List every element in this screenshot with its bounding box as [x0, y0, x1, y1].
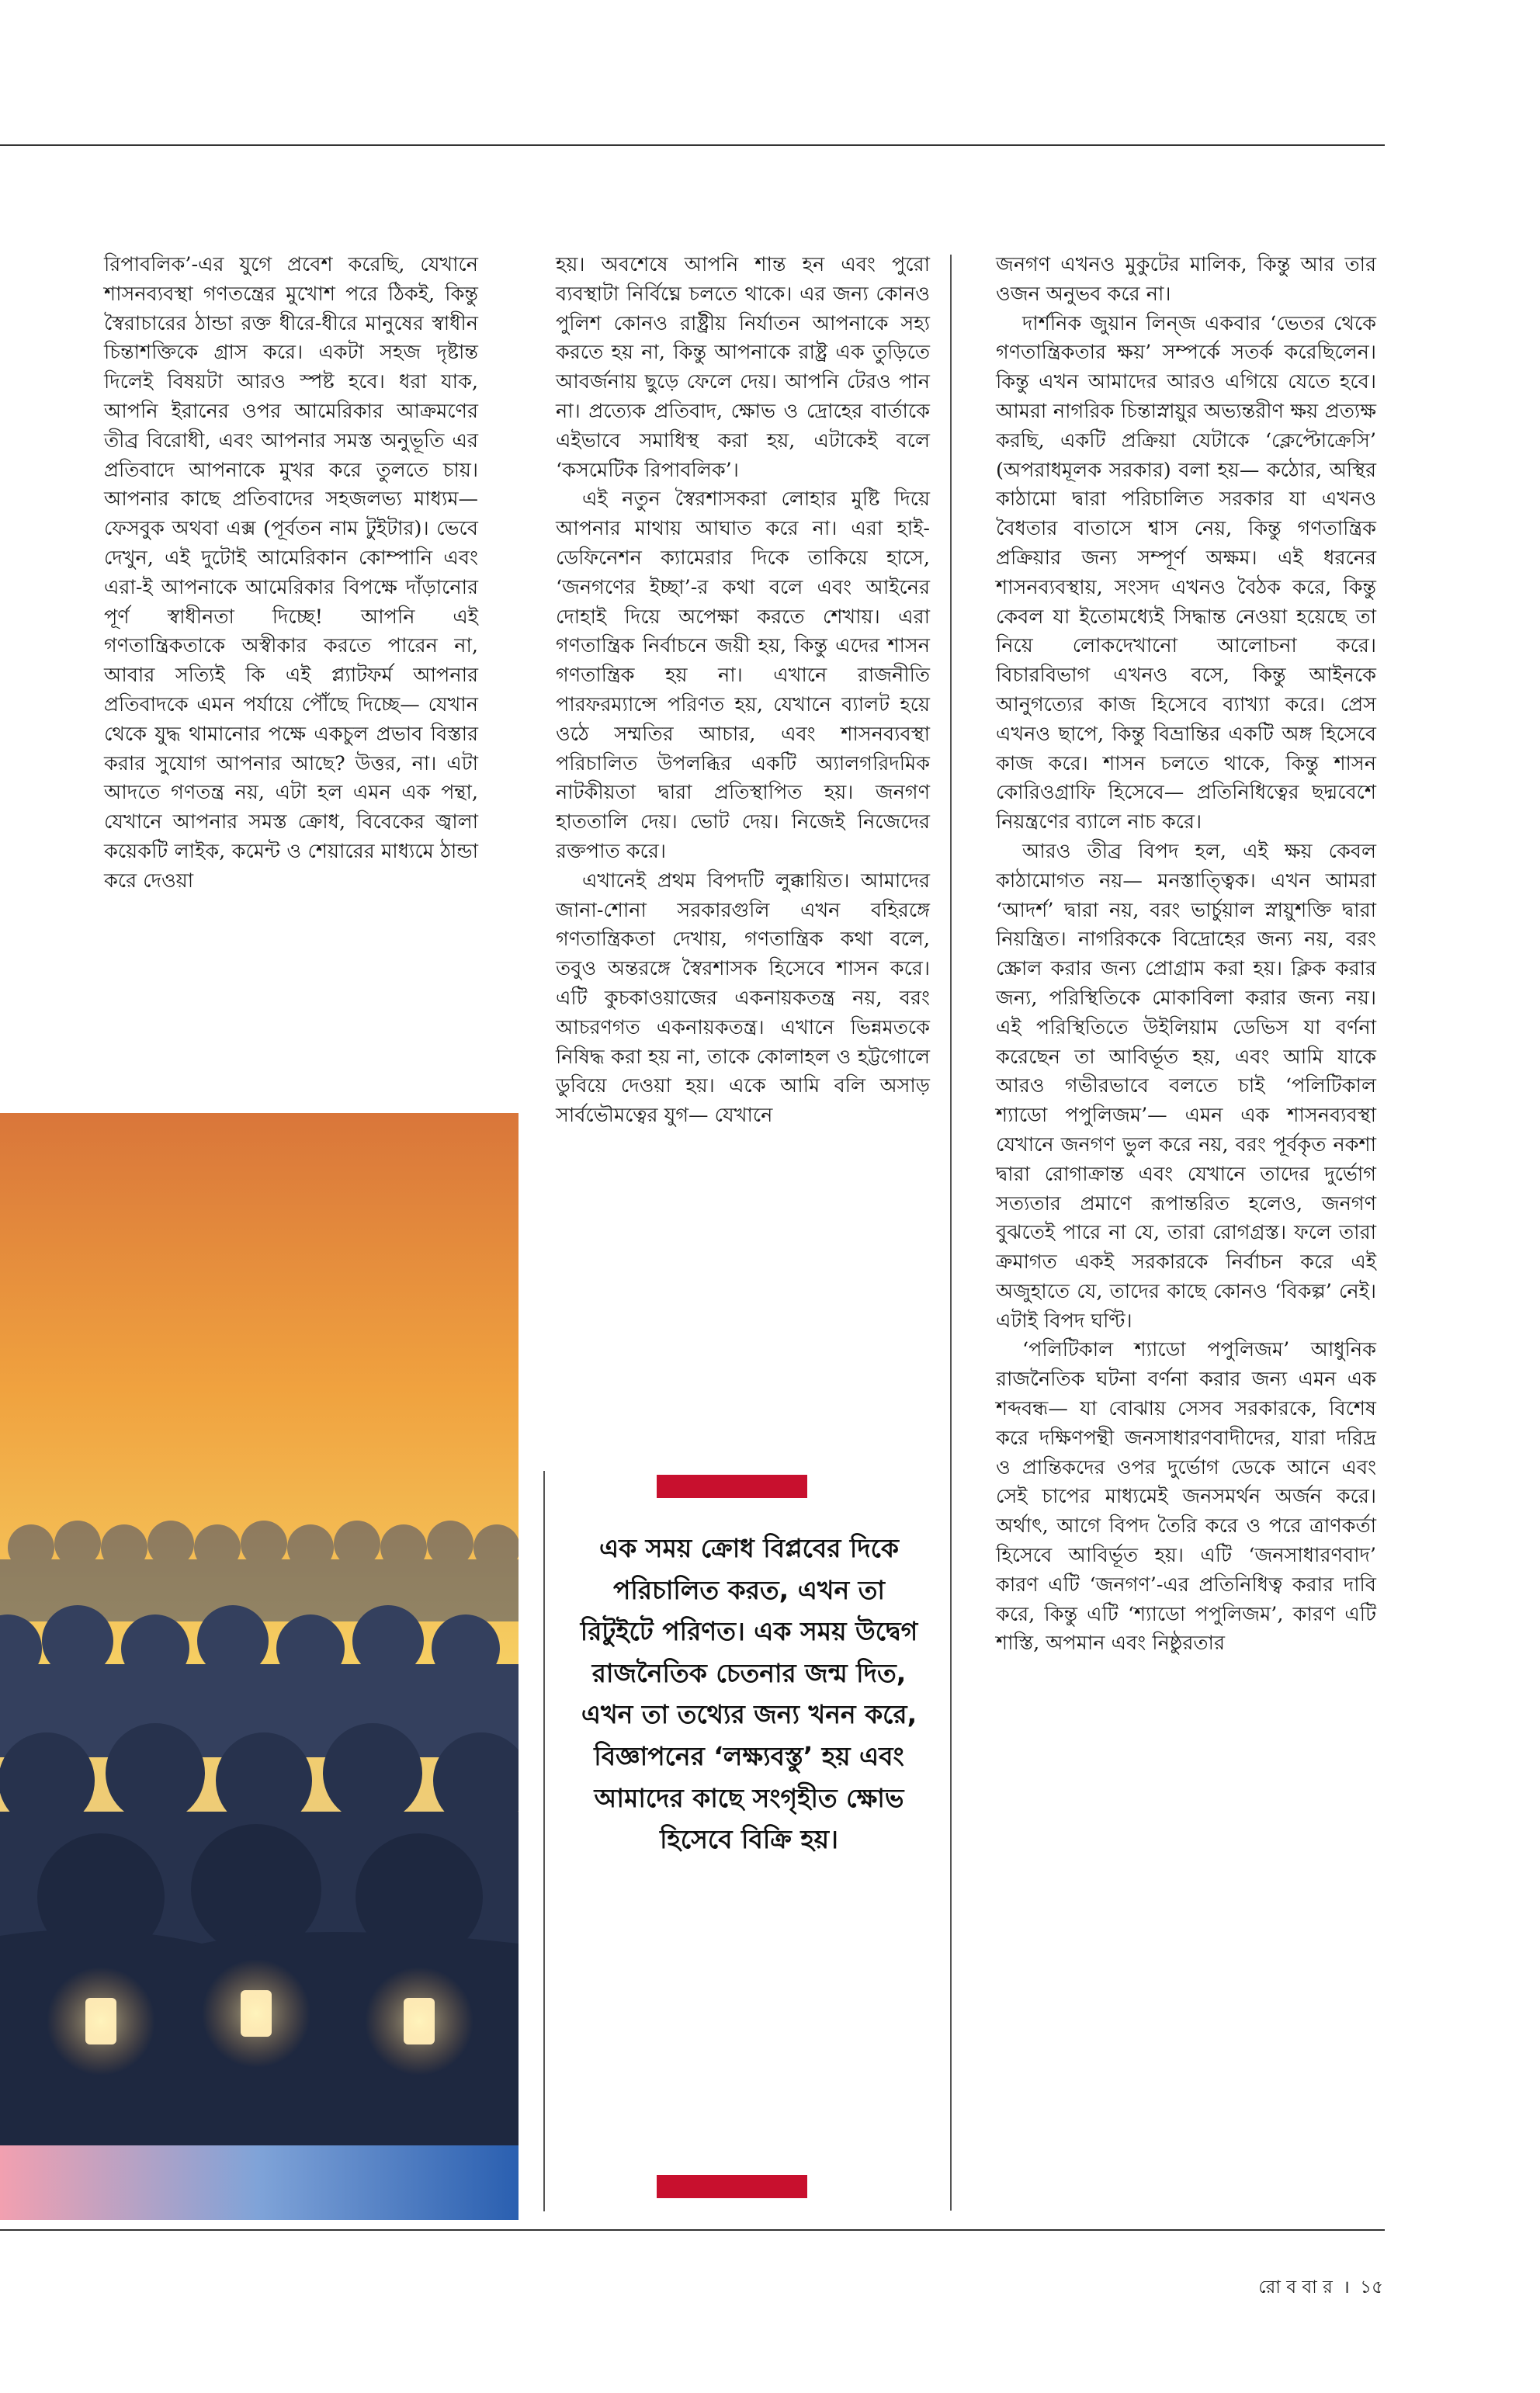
article-column-1 — [104, 251, 478, 897]
footer-rule — [0, 2229, 1385, 2231]
page-folio — [1258, 2273, 1383, 2303]
magazine-name: রো ব বা র — [1258, 2277, 1333, 2298]
article-column-2 — [556, 251, 930, 1131]
column-divider-left — [543, 1471, 545, 2211]
page-number: ১৫ — [1360, 2277, 1383, 2298]
header-rule — [0, 144, 1385, 146]
paragraph: আরও তীব্র বিপদ হল, এই ক্ষয় কেবল কাঠামোগত নয়— মনস্তাত্ত্বিক। এখন আমরা ‘আদর্শ’ দ্বারা নয়, বরং ভার্চুয়াল স্নায়ুশক্তি দ্বারা নিয়ন্ত্রিত। নাগরিককে বিদ্রোহের জন্য নয়, বরং স্ক্রোল করার জন্য প্রোগ্রাম করা হয়। ক্লিক করার জন্য, পরিস্থিতিকে মোকাবিলা করার জন্য নয়। এই পরিস্থিতিতে উইলিয়াম ডেভিস যা বর্ণনা করেছেন তা আবির্ভূত হয়, এবং আমি যাকে আরও গভীরভাবে বলতে চাই ‘পলিটিকাল শ্যাডো পপুলিজম’— এমন এক শাসনব্যবস্থা যেখানে জনগণ ভুল করে নয়, বরং পূর্বকৃত নকশা দ্বারা রোগাক্রান্ত এবং যেখানে তাদের দুর্ভোগ সত্যতার প্রমাণে রূপান্তরিত হলেও, জনগণ বুঝতেই পারে না যে, তারা রোগগ্রস্ত। ফলে তারা ক্রমাগত একই সরকারকে নির্বাচন করে এই অজুহাতে যে, তাদের কাছে কোনও ‘বিকল্প’ নেই। এটাই বিপদ ঘণ্টি। — [996, 839, 1376, 1333]
article-column-3 — [996, 251, 1376, 1659]
paragraph: রিপাবলিক’-এর যুগে প্রবেশ করেছি, যেখানে শাসনব্যবস্থা গণতন্ত্রের মুখোশ পরে ঠিকই, কিন্তু স্বৈরাচারের ঠান্ডা রক্ত ধীরে-ধীরে মানুষের স্বাধীন চিন্তাশক্তিকে গ্রাস করে। একটা সহজ দৃষ্টান্ত দিলেই বিষয়টা আরও স্পষ্ট হবে। ধরা যাক, আপনি ইরানের ওপর আমেরিকার আক্রমণের তীব্র বিরোধী, এবং আপনার সমস্ত অনুভূতি এর প্রতিবাদে আপনাকে মুখর করে তুলতে চায়। আপনার কাছে প্রতিবাদের সহজলভ্য মাধ্যম— ফেসবুক অথবা এক্স (পূর্বতন নাম টুইটার)। ভেবে দেখুন, এই দুটোই আমেরিকান কোম্পানি এবং এরা-ই আপনাকে আমেরিকার বিপক্ষে দাঁড়ানোর পূর্ণ স্বাধীনতা দিচ্ছে! আপনি এই গণতান্ত্রিকতাকে অস্বীকার করতে পারেন না, আবার সত্যিই কি এই প্ল্যাটফর্ম আপনার প্রতিবাদকে এমন পর্যায়ে পৌঁছে দিচ্ছে— যেখান থেকে যুদ্ধ থামানোর পক্ষে একচুল প্রভাব বিস্তার করার সুযোগ আপনার আছে? উত্তর, না। এটা আদতে গণতন্ত্র নয়, এটা হল এমন এক পন্থা, যেখানে আপনার সমস্ত ক্রোধ, বিবেকের জ্বালা কয়েকটি লাইক, কমেন্ট ও শেয়ারের মাধ্যমে ঠান্ডা করে দেওয়া — [104, 253, 478, 893]
paragraph: জনগণ এখনও মুকুটের মালিক, কিন্তু আর তার ওজন অনুভব করে না। — [996, 253, 1376, 306]
paragraph: ‘পলিটিকাল শ্যাডো পপুলিজম’ আধুনিক রাজনৈতিক ঘটনা বর্ণনা করার জন্য এমন এক শব্দবন্ধ— যা বোঝায় সেসব সরকারকে, বিশেষ করে দক্ষিণপন্থী জনসাধারণবাদীদের, যারা দরিদ্র ও প্রান্তিকদের ওপর দুর্ভোগ ডেকে আনে এবং সেই চাপের মাধ্যমেই জনসমর্থন অর্জন করে। অর্থাৎ, আগে বিপদ তৈরি করে ও পরে ত্রাণকর্তা হিসেবে আবির্ভূত হয়। এটি ‘জনসাধারণবাদ’ কারণ এটি ‘জনগণ’-এর প্রতিনিধিত্ব করার দাবি করে, কিন্তু এটি ‘শ্যাডো পপুলিজম’, কারণ এটি শাস্তি, অপমান এবং নিষ্ঠুরতার — [996, 1338, 1376, 1656]
paragraph: হয়। অবশেষে আপনি শান্ত হন এবং পুরো ব্যবস্থাটা নির্বিঘ্নে চলতে থাকে। এর জন্য কোনও পুলিশ কোনও রাষ্ট্রীয় নির্যাতন আপনাকে সহ্য করতে হয় না, কিন্তু আপনাকে রাষ্ট্র এক তুড়িতে আবর্জনায় ছুড়ে ফেলে দেয়। আপনি টেরও পান না। প্রত্যেক প্রতিবাদ, ক্ষোভ ও দ্রোহের বার্তাকে এইভাবে সমাধিস্থ করা হয়, এটাকেই বলে ‘কসমেটিক রিপাবলিক’। — [556, 253, 930, 482]
column-divider-right — [950, 255, 952, 2211]
pullquote-bottom-bar — [657, 2175, 807, 2198]
paragraph: এই নতুন স্বৈরশাসকরা লোহার মুষ্টি দিয়ে আপনার মাথায় আঘাত করে না। এরা হাই-ডেফিনেশন ক্যামেরার দিকে তাকিয়ে হাসে, ‘জনগণের ইচ্ছা’-র কথা বলে এবং আইনের দোহাই দিয়ে অপেক্ষা করতে শেখায়। এরা গণতান্ত্রিক নির্বাচনে জয়ী হয়, কিন্তু এদের শাসন গণতান্ত্রিক হয় না। এখানে রাজনীতি পারফরম্যান্সে পরিণত হয়, যেখানে ব্যালট হয়ে ওঠে সম্মতির আচার, এবং শাসনব্যবস্থা পরিচালিত উপলব্ধির একটি অ্যালগরিদমিক নাটকীয়তা দ্বারা প্রতিস্থাপিত হয়। জনগণ হাততালি দেয়। ভোট দেয়। নিজেই নিজেদের রক্তপাত করে। — [556, 487, 930, 863]
paragraph: এখানেই প্রথম বিপদটি লুক্কায়িত। আমাদের জানা-শোনা সরকারগুলি এখন বহিরঙ্গে গণতান্ত্রিকতা দেখায়, গণতান্ত্রিক কথা বলে, তবুও অন্তরঙ্গে স্বৈরশাসক হিসেবে শাসন করে। এটি কুচকাওয়াজের একনায়কতন্ত্র নয়, বরং আচরণগত একনায়কতন্ত্র। এখানে ভিন্নমতকে নিষিদ্ধ করা হয় না, তাকে কোলাহল ও হট্টগোলে ডুবিয়ে দেওয়া হয়। একে আমি বলি অসাড় সার্বভৌমত্বের যুগ— যেখানে — [556, 869, 930, 1128]
folio-separator: । — [1343, 2277, 1350, 2298]
illustration-svg — [0, 1113, 519, 2220]
crowd-with-phones-illustration — [0, 1113, 519, 2220]
paragraph: দার্শনিক জুয়ান লিন্‌জ একবার ‘ভেতর থেকে গণতান্ত্রিকতার ক্ষয়’ সম্পর্কে সতর্ক করেছিলেন। কিন্তু এখন আমাদের আরও এগিয়ে যেতে হবে। আমরা নাগরিক চিন্তাস্নায়ুর অভ্যন্তরীণ ক্ষয় প্রত্যক্ষ করছি, একটি প্রক্রিয়া যেটাকে ‘ক্লেপ্টোক্রেসি’ (অপরাধমূলক সরকার) বলা হয়— কঠোর, অস্থির কাঠামো দ্বারা পরিচালিত সরকার যা এখনও বৈধতার বাতাসে শ্বাস নেয়, কিন্তু গণতান্ত্রিক প্রক্রিয়ার জন্য সম্পূর্ণ অক্ষম। এই ধরনের শাসনব্যবস্থায়, সংসদ এখনও বৈঠক করে, কিন্তু কেবল যা ইতোমধ্যেই সিদ্ধান্ত নেওয়া হয়েছে তা নিয়ে লোকদেখানো আলোচনা করে। বিচারবিভাগ এখনও বসে, কিন্তু আইনকে আনুগত্যের কাজ হিসেবে ব্যাখ্যা করে। প্রেস এখনও ছাপে, কিন্তু বিভ্রান্তির একটি অঙ্গ হিসেবে কাজ করে। শাসন চলতে থাকে, কিন্তু শাসন কোরিওগ্রাফি হিসেবে— প্রতিনিধিত্বের ছদ্মবেশে নিয়ন্ত্রণের ব্যালে নাচ করে। — [996, 311, 1376, 834]
pull-quote: এক সময় ক্রোধ বিপ্লবের দিকে পরিচালিত করত, এখন তা রিটুইটে পরিণত। এক সময় উদ্বেগ রাজনৈতিক চেতনার জন্ম দিত, এখন তা তথ্যের জন্য খনন করে, বিজ্ঞাপনের ‘লক্ষ্যবস্তু’ হয় এবং আমাদের কাছে সংগৃহীত ক্ষোভ হিসেবে বিক্রি হয়। — [580, 1533, 918, 1855]
pullquote-top-bar — [657, 1475, 807, 1498]
